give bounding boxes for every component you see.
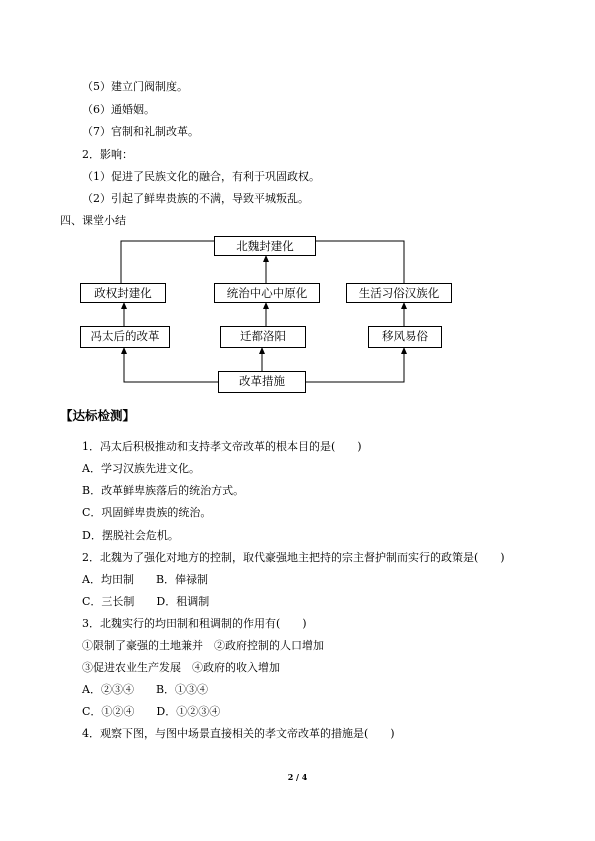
option-line: A．学习汉族先进文化。 [82, 462, 200, 475]
diagram-box-bottom: 改革措施 [218, 371, 306, 393]
section-title: 【达标检测】 [60, 408, 136, 423]
text-line: （1）促进了民族文化的融合，有利于巩固政权。 [82, 170, 320, 183]
option-line: C．三长制 D．租调制 [82, 595, 210, 608]
diagram-box-row3: 移风易俗 [368, 326, 442, 348]
option-line: C．①②④ D．①②③④ [82, 705, 221, 718]
diagram-box-row2: 统治中心中原化 [214, 283, 320, 303]
diagram-box-top: 北魏封建化 [214, 236, 316, 256]
diagram-box-row2: 政权封建化 [80, 283, 166, 303]
question-line: 2．北魏为了强化对地方的控制，取代豪强地主把持的宗主督护制而实行的政策是( ) [82, 551, 505, 564]
text-line: （6）通婚姻。 [82, 103, 155, 116]
text-line: （7）官制和礼制改革。 [82, 125, 199, 138]
diagram-box-row2: 生活习俗汉族化 [346, 283, 452, 303]
page-number: 2 / 4 [287, 772, 308, 782]
question-line: 3．北魏实行的均田制和租调制的作用有( ) [82, 617, 307, 630]
text-line: （5）建立门阀制度。 [82, 80, 188, 93]
text-line: （2）引起了鲜卑贵族的不满，导致平城叛乱。 [82, 192, 309, 205]
option-line: B．改革鲜卑族落后的统治方式。 [82, 484, 245, 497]
diagram-box-row3: 迁都洛阳 [220, 326, 306, 348]
text-line: 2．影响： [82, 148, 133, 161]
diagram-box-row3: 冯太后的改革 [80, 326, 170, 348]
option-line: D．摆脱社会危机。 [82, 529, 179, 542]
option-line: A．均田制 B．俸禄制 [82, 573, 209, 586]
option-line: A．②③④ B．①③④ [82, 683, 209, 696]
option-line: ①限制了豪强的土地兼并 ②政府控制的人口增加 [82, 639, 324, 652]
question-line: 1．冯太后积极推动和支持孝文帝改革的根本目的是( ) [82, 440, 362, 453]
option-line: ③促进农业生产发展 ④政府的收入增加 [82, 661, 280, 674]
section-heading: 四、课堂小结 [60, 214, 126, 227]
option-line: C．巩固鲜卑贵族的统治。 [82, 506, 212, 519]
question-line: 4．观察下图，与图中场景直接相关的孝文帝改革的措施是( ) [82, 727, 395, 740]
